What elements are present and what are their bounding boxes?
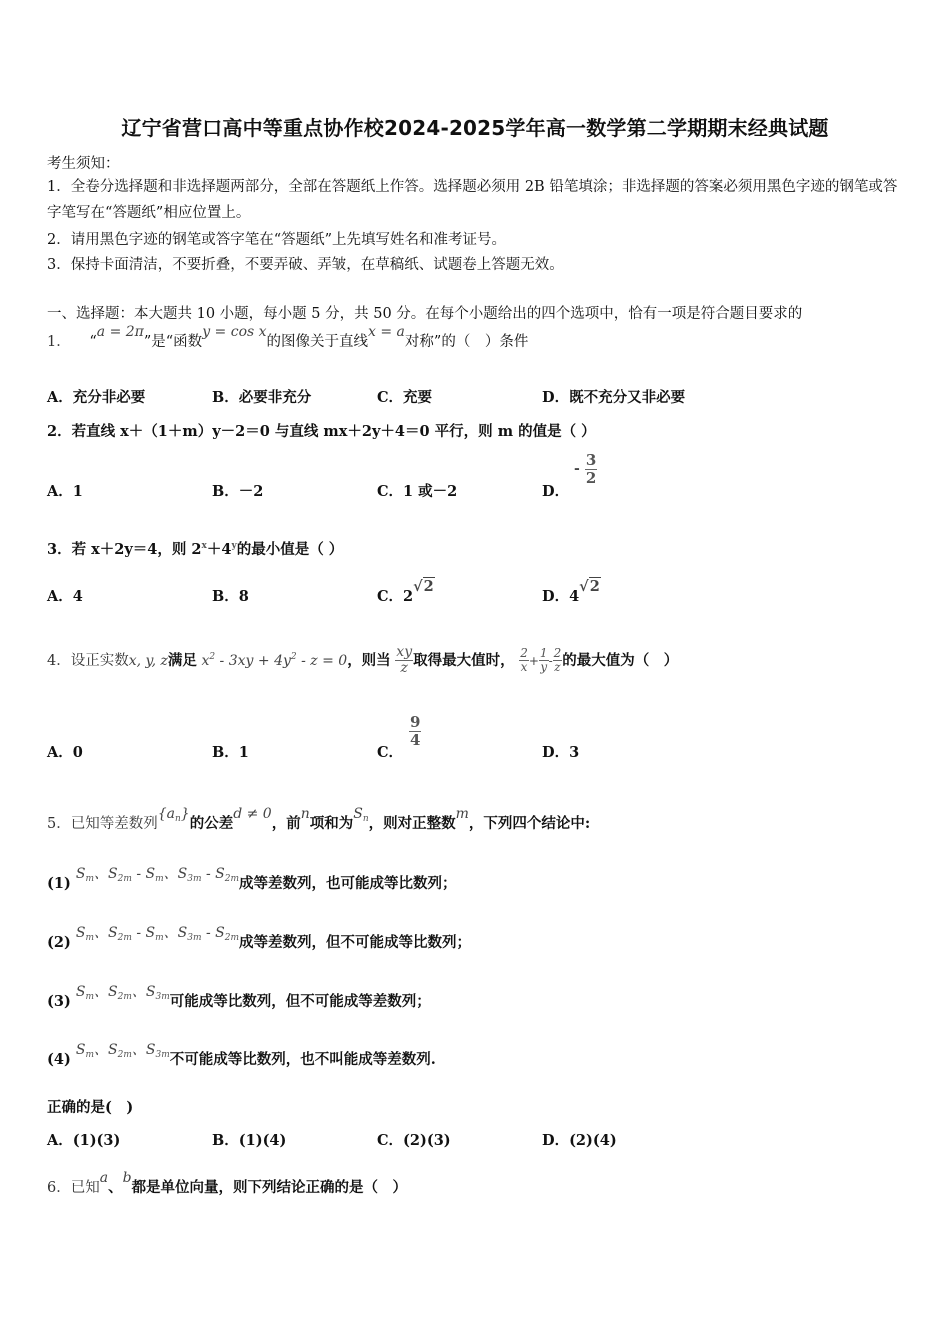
q2-option-d-value: - $\frac{3}{2}$ [574,451,597,487]
q6-vector-b: b [122,1170,132,1186]
q5-option-d[interactable]: D．(2)(4) [542,1132,617,1149]
q1-math-y: y = cos x [202,324,267,340]
q4-equation: $x^2 - 3xy + 4y^2 - z = 0$ [201,651,348,669]
q2-option-b[interactable]: B．－2 [212,483,264,500]
q1-option-a[interactable]: A．充分非必要 [47,389,146,406]
q3-d-sqrt: √2 [579,578,600,595]
q5-option-c[interactable]: C．(2)(3) [377,1132,451,1149]
q1-option-d[interactable]: D．既不充分又非必要 [542,389,686,406]
q1-math-x: x = a [368,324,405,340]
q3-option-d[interactable]: D．4√2 [542,578,600,605]
q2-option-d[interactable]: D． - $\frac{3}{2}$ [542,451,597,500]
q4-option-c[interactable]: C． $\frac{9}{4}$ [377,713,421,761]
q4-vars: x, y, z [128,652,168,669]
notice-item-2: 2．请用黑色字迹的钢笔或答字笔在“答题纸”上先填写姓名和准考证号。 [47,232,507,248]
q5-statement-4: (4) $S_m$、$S_{2m}$、$S_{3m}$不可能成等比数列，也不叫能成等差数列. [47,1042,436,1068]
question-3: 3．若 x＋2y＝4，则 $2^x+4^y$的最小值是（ ） [47,541,344,558]
notice-heading: 考生须知： [47,156,120,172]
q1-option-b[interactable]: B．必要非充分 [212,389,312,406]
q1-number: 1． [47,334,71,350]
question-5: 5．已知等差数列$\{a_n\}$的公差d ≠ 0，前n项和为$S_n$，则对正整数m，下列四个结论中: [47,806,591,832]
q3-option-c[interactable]: C．2√2 [377,578,434,605]
q4-option-a[interactable]: A．0 [47,744,83,761]
q5-statement-2: (2) $S_m$、$S_{2m} - S_m$、$S_{3m} - S_{2m}$成等差数列，但不可能成等比数列； [47,925,472,951]
question-2: 2．若直线 x＋（1＋m）y－2＝0 与直线 mx＋2y＋4＝0 平行，则 m 的值是（ ） [47,423,596,440]
q5-answer-prompt: 正确的是( ) [47,1099,134,1116]
q5-statement-1: (1) $S_m$、$S_{2m} - S_m$、$S_{3m} - S_{2m}$成等差数列，也可能成等比数列； [47,866,457,892]
q3-c-sqrt: √2 [413,578,434,595]
q5-option-b[interactable]: B．(1)(4) [212,1132,287,1149]
q4-fraction-xy-z: $\frac{xy}{z}$ [396,644,413,677]
q4-option-d[interactable]: D．3 [542,744,580,761]
section-heading: 一、选择题：本大题共 10 小题，每小题 5 分，共 50 分。在每个小题给出的四个选项中，恰有一项是符合题目要求的 [47,306,803,322]
q5-option-a[interactable]: A．(1)(3) [47,1132,121,1149]
q5-statement-3: (3) $S_m$、$S_{2m}$、$S_{3m}$可能成等比数列，但不可能成等差数列； [47,984,431,1010]
q3-option-b[interactable]: B．8 [212,588,249,605]
question-1: 1． “a = 2π”是“函数y = cos x的图像关于直线x = a对称”的（ ）条件 [47,324,529,350]
notice-item-1: 1．全卷分选择题和非选择题两部分，全部在答题纸上作答。选择题必须用 2B 铅笔填涂；非选择题的答案必须用黑色字迹的钢笔或答字笔写在“答题纸”相应位置上。 [47,179,898,221]
q6-vector-a: a [99,1170,109,1186]
question-6: 6．已知a、b都是单位向量，则下列结论正确的是（ ） [47,1170,408,1196]
q4-option-b[interactable]: B．1 [212,744,249,761]
q5-sequence: $\{a_n\}$ [157,806,190,824]
q3-option-a[interactable]: A．4 [47,588,83,605]
q1-math-a: a = 2π [96,324,144,340]
q1-option-c[interactable]: C．充要 [377,389,433,406]
exam-title: 辽宁省营口高中等重点协作校2024-2025学年高一数学第二学期期末经典试题 [121,116,829,140]
notice-item-3: 3．保持卡面清洁，不要折叠，不要弄破、弄皱，在草稿纸、试题卷上答题无效。 [47,257,564,273]
q2-option-c[interactable]: C．1 或－2 [377,483,458,500]
q2-option-a[interactable]: A．1 [47,483,83,500]
question-4: 4．设正实数x, y, z满足 $x^2 - 3xy + 4y^2 - z = 0$，则当 $\frac{xy}{z}$ 取得最大值时， $\frac{2}{x}$ + $\frac{1}{y}$ - $\frac{2}{z}$ 的最大值为（ ） [47,644,679,677]
q4-option-c-value: $\frac{9}{4}$ [410,713,421,749]
